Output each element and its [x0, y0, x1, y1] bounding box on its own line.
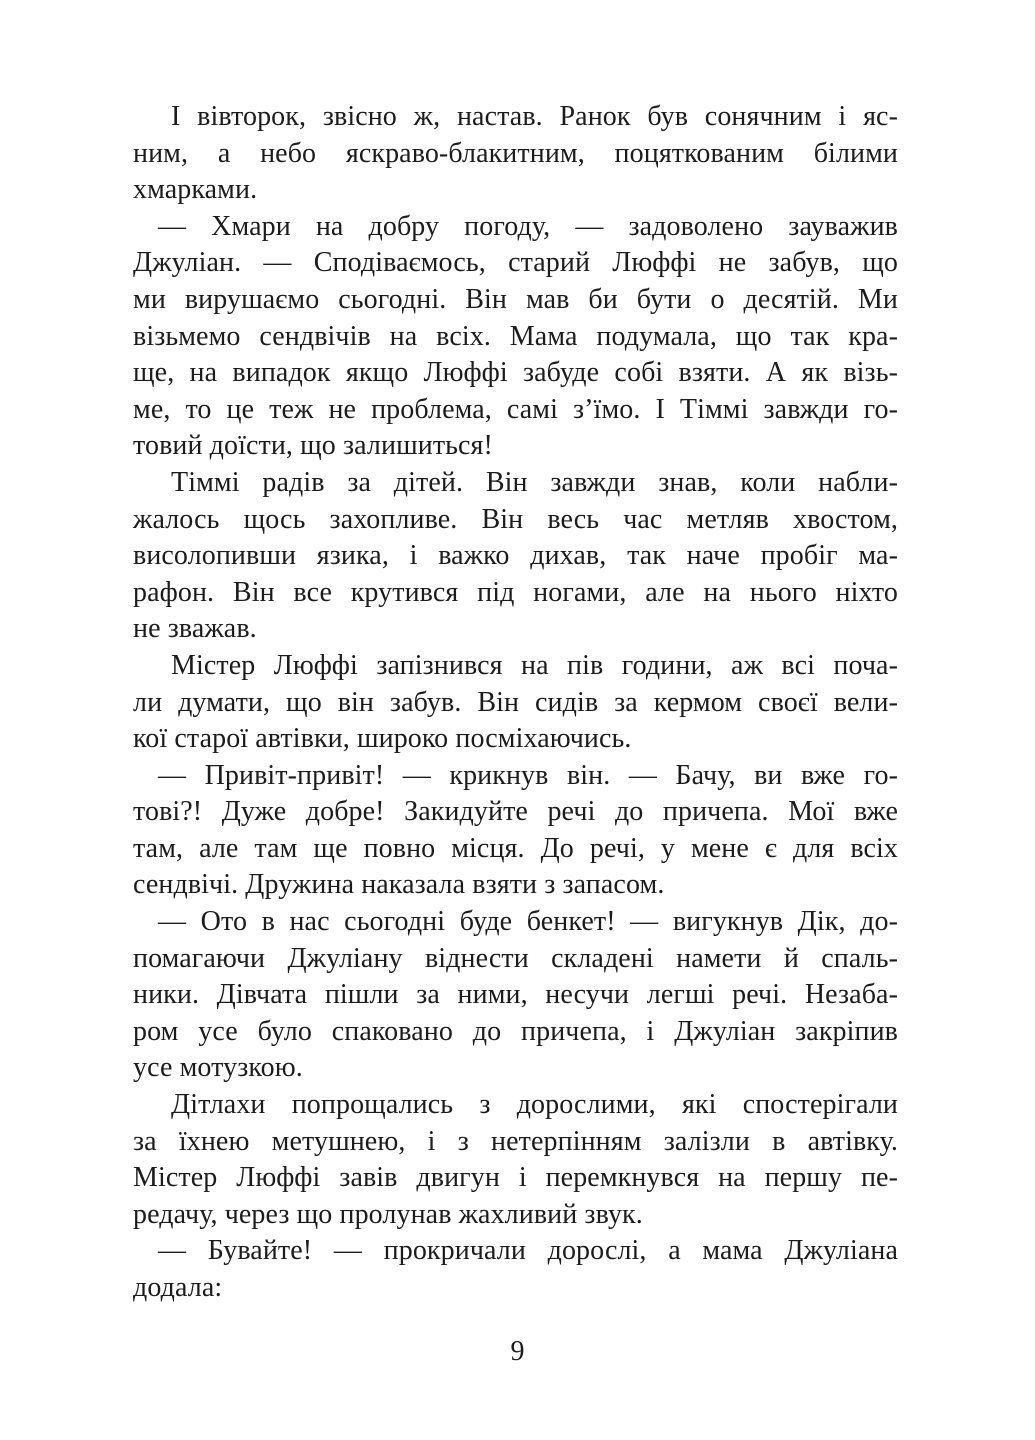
text-line: жалось щось захопливе. Він весь час метляв хвостом, — [133, 503, 898, 535]
text-line: кої старої автівки, широко посміхаючись. — [133, 723, 632, 755]
text-line: — Привіт-привіт! — крикнув він. — Бачу, ви вже го- — [158, 759, 898, 791]
text-line: І вівторок, звісно ж, настав. Ранок був сонячним і яс- — [171, 101, 898, 132]
paragraph — [133, 1233, 898, 1306]
text-line: не зважав. — [133, 613, 257, 645]
text-line: додала: — [133, 1272, 223, 1303]
paragraph — [133, 648, 898, 758]
text-line: там, але там ще повно місця. До речі, у мене є для всіх — [133, 832, 898, 864]
text-line: ще, на випадок якщо Люффі забуде собі взяти. А як візь- — [133, 357, 898, 389]
text-line: — Бувайте! — прокричали дорослі, а мама Джуліана — [158, 1235, 898, 1267]
text-line: ме, то це теж не проблема, самі з’їмо. І Тіммі завжди го- — [133, 393, 898, 425]
text-line: тові?! Дуже добре! Закидуйте речі до причепа. Мої вже — [133, 796, 898, 828]
text-line: за їхнею метушнею, і з нетерпінням залізли в автівку. — [133, 1125, 898, 1157]
text-line: ром усе було спаковано до причепа, і Джуліан закріпив — [133, 1015, 898, 1047]
text-line: редачу, через що пролунав жахливий звук. — [133, 1198, 643, 1230]
text-line: — Хмари на добру погоду, — задоволено зауважив — [158, 210, 898, 242]
text-line: висолопивши язика, і важко дихав, так наче пробіг ма- — [133, 540, 898, 572]
text-line: сендвічі. Дружина наказала взяти з запасом. — [133, 869, 665, 901]
text-line: ники. Дівчата пішли за ними, несучи легші речі. Незаба- — [133, 979, 898, 1011]
text-line: Містер Люффі запізнився на пів години, аж всі поча- — [171, 649, 898, 681]
paragraph — [133, 904, 898, 1087]
text-line: візьмемо сендвічів на всіх. Мама подумала, що так кра- — [133, 320, 898, 352]
paragraph — [133, 465, 898, 648]
text-line: Тіммі радів за дітей. Він завжди знав, коли набли- — [171, 466, 898, 498]
text-line: ли думати, що він забув. Він сидів за кермом своєї вели- — [133, 686, 898, 718]
text-line: усе мотузкою. — [133, 1052, 303, 1084]
text-line: Містер Люффі завів двигун і перемкнувся на першу пе- — [133, 1162, 898, 1194]
paragraph — [133, 758, 898, 904]
paragraph — [133, 1087, 898, 1233]
text-line: — Ото в нас сьогодні буде бенкет! — вигукнув Дік, до- — [158, 906, 898, 938]
text-line: рафон. Він все крутився під ногами, але на нього ніхто — [133, 576, 898, 608]
text-line: хмарками. — [133, 174, 258, 206]
text-line: Джуліан. — Сподіваємось, старий Люффі не забув, що — [133, 247, 898, 279]
text-line: помагаючи Джуліану віднести складені намети й спаль- — [133, 942, 898, 974]
text-line: ми вирушаємо сьогодні. Він мав би бути о десятій. Ми — [133, 283, 898, 315]
text-line: Дітлахи попрощались з дорослими, які спостерігали — [171, 1089, 898, 1121]
paragraph — [133, 209, 898, 465]
page-number: 9 — [510, 1336, 525, 1367]
text-block — [133, 99, 898, 1307]
text-line: товий доїсти, що залишиться! — [133, 430, 493, 462]
text-line: ним, а небо яскраво-блакитним, поцяткованим білими — [133, 137, 898, 169]
paragraph — [133, 99, 898, 209]
